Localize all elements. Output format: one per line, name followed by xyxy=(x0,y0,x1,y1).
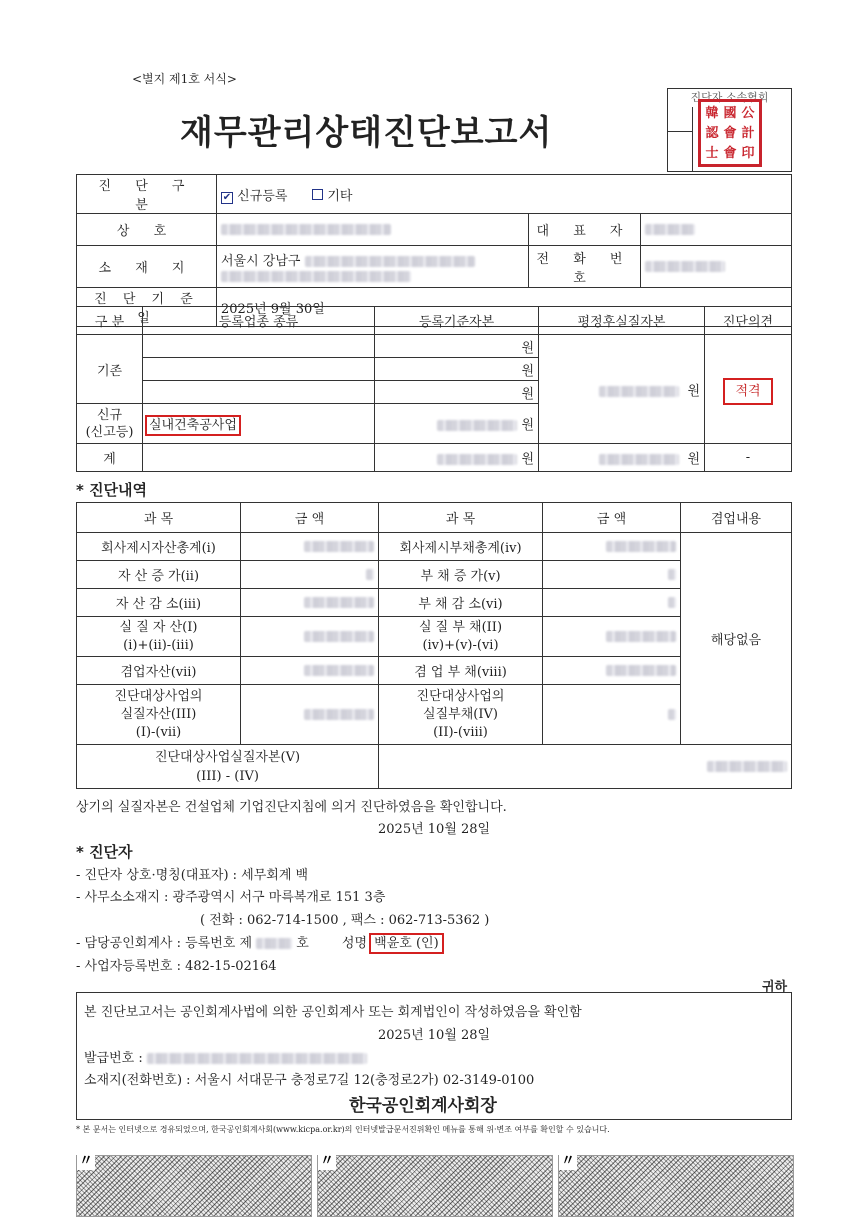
col-header: 평정후실질자본 xyxy=(539,307,705,335)
row-label: 실 질 부 채(II) (iv)+(v)-(vi) xyxy=(379,617,543,657)
address-value: 서울시 강남구 xyxy=(217,246,529,288)
diag-type-options xyxy=(217,175,792,214)
capital-table xyxy=(76,306,792,472)
company-label: 상 호 xyxy=(77,214,217,246)
checkbox-other[interactable] xyxy=(312,189,323,200)
won-unit: 원 xyxy=(375,335,539,358)
row-label: 부 채 감 소(vi) xyxy=(379,589,543,617)
amount xyxy=(543,561,681,589)
detail-section-title: * 진단내역 xyxy=(76,481,148,499)
base-date-value: 2025년 9월 30일 xyxy=(217,288,792,327)
base-date-label: 진 단 기 준 일 xyxy=(77,288,217,327)
amount xyxy=(543,617,681,657)
row-label: 자 산 증 가(ii) xyxy=(77,561,241,589)
diagnoser-line4: - 담당공인회계사 : 등록번호 제 호 성명 백윤호 (인) xyxy=(76,932,442,951)
barcode-2: 〃 xyxy=(317,1155,553,1217)
opinion-cell xyxy=(705,335,792,444)
page-title: 재무관리상태진단보고서 xyxy=(180,113,553,153)
opt-new-label: 신규등록 xyxy=(237,188,288,204)
new-label: 신규 (신고등) xyxy=(77,404,143,444)
col-header: 과 목 xyxy=(77,503,241,533)
cert-box xyxy=(76,992,792,1120)
detail-table xyxy=(76,502,792,789)
cert-line1: 본 진단보고서는 공인회계사법에 의한 공인회계사 또는 회계법인이 작성하였음을 확인함 xyxy=(84,1005,582,1020)
won-unit: 원 xyxy=(375,358,539,381)
amount xyxy=(543,685,681,745)
col-header: 겸업내용 xyxy=(681,503,792,533)
row-label: 회사제시부채총계(iv) xyxy=(379,533,543,561)
form-label: <별지 제1호 서식> xyxy=(132,72,237,86)
row-label: 자 산 감 소(iii) xyxy=(77,589,241,617)
col-header: 금 액 xyxy=(241,503,379,533)
amount xyxy=(241,589,379,617)
existing-label: 기존 xyxy=(77,335,143,404)
diag-type-label: 진 단 구 분 xyxy=(77,175,217,214)
opt-other-label: 기타 xyxy=(327,188,353,204)
new-capital: 원 xyxy=(375,404,539,444)
opinion-value: 적격 xyxy=(725,380,770,403)
diagnoser-section-title: * 진단자 xyxy=(76,843,133,861)
address-label: 소 재 지 xyxy=(77,246,217,288)
won-unit: 원 xyxy=(375,381,539,404)
real-capital: 원 xyxy=(539,335,705,444)
amount xyxy=(543,657,681,685)
row-label: 진단대상사업의 실질부채(IV) (II)-(viii) xyxy=(379,685,543,745)
amount xyxy=(241,561,379,589)
new-business-cell xyxy=(143,404,375,444)
amount xyxy=(241,685,379,745)
row-label: 부 채 증 가(v) xyxy=(379,561,543,589)
cert-org: 한국공인회계사회장 xyxy=(349,1096,497,1116)
cpa-name: 백윤호 (인) xyxy=(371,935,442,952)
amount xyxy=(543,589,681,617)
barcode-1: 〃 xyxy=(76,1155,312,1217)
final-capital-label: 진단대상사업실질자본(V) (III) - (IV) xyxy=(77,745,379,789)
company-value xyxy=(217,214,529,246)
col-header: 구 분 xyxy=(77,307,143,335)
amount xyxy=(241,617,379,657)
col-header: 등록기준자본 xyxy=(375,307,539,335)
cert-address: 소재지(전화번호) : 서울시 서대문구 충정로7길 12(충정로2가) 02-3149-0100 xyxy=(84,1073,535,1088)
amount xyxy=(241,533,379,561)
cert-date: 2025년 10월 28일 xyxy=(378,1028,491,1043)
to-label: 귀하 xyxy=(762,980,788,995)
final-capital-value xyxy=(379,745,792,789)
stamp-header: 진단자 소속협회 xyxy=(690,91,769,104)
diagnoser-line5: - 사업자등록번호 : 482-15-02164 xyxy=(76,959,277,974)
row-label: 진단대상사업의 실질자산(III) (I)-(vii) xyxy=(77,685,241,745)
total-label: 계 xyxy=(77,444,143,472)
col-header: 금 액 xyxy=(543,503,681,533)
total-real-capital: 원 xyxy=(539,444,705,472)
barcode-3: 〃 xyxy=(558,1155,794,1217)
confirm-date: 2025년 10월 28일 xyxy=(378,822,491,837)
diagnoser-line2: - 사무소소재지 : 광주광역시 서구 마륵복개로 151 3층 xyxy=(76,890,386,905)
amount xyxy=(543,533,681,561)
phone-value xyxy=(641,246,792,288)
row-label: 겸업자산(vii) xyxy=(77,657,241,685)
col-header: 과 목 xyxy=(379,503,543,533)
diagnoser-line1: - 진단자 상호·명칭(대표자) : 세무회계 백 xyxy=(76,868,309,883)
row-label: 겸 업 부 채(viii) xyxy=(379,657,543,685)
row-label: 실 질 자 산(I) (i)+(ii)-(iii) xyxy=(77,617,241,657)
side-note: 해당없음 xyxy=(681,533,792,745)
rep-value xyxy=(641,214,792,246)
info-table xyxy=(76,174,792,327)
diagnoser-line3: ( 전화 : 062-714-1500 , 팩스 : 062-713-5362 ) xyxy=(200,913,490,928)
checkbox-new[interactable]: ✔ xyxy=(222,191,232,203)
rep-label: 대 표 자 xyxy=(529,214,641,246)
issue-number: 발급번호 : xyxy=(84,1047,367,1066)
association-seal: 韓 國 公 認 會 計 士 會 印 xyxy=(698,99,762,167)
col-header: 진단의견 xyxy=(705,307,792,335)
association-stamp-box xyxy=(667,88,792,172)
total-capital: 원 xyxy=(375,444,539,472)
phone-label: 전 화 번 호 xyxy=(529,246,641,288)
confirm-text: 상기의 실질자본은 건설업체 기업진단지침에 의거 진단하였음을 확인합니다. xyxy=(76,800,507,815)
new-business: 실내건축공사업 xyxy=(149,418,237,433)
footnote: * 본 문서는 인터넷으로 경유되었으며, 한국공인회계사회(www.kicpa.or.kr)의 인터넷발급문서진위확인 메뉴를 통해 위·변조 여부를 확인할 수 있습니다. xyxy=(76,1125,610,1134)
row-label: 회사제시자산총계(i) xyxy=(77,533,241,561)
col-header: 등록업종 종류 xyxy=(143,307,375,335)
total-opinion: - xyxy=(705,444,792,472)
amount xyxy=(241,657,379,685)
